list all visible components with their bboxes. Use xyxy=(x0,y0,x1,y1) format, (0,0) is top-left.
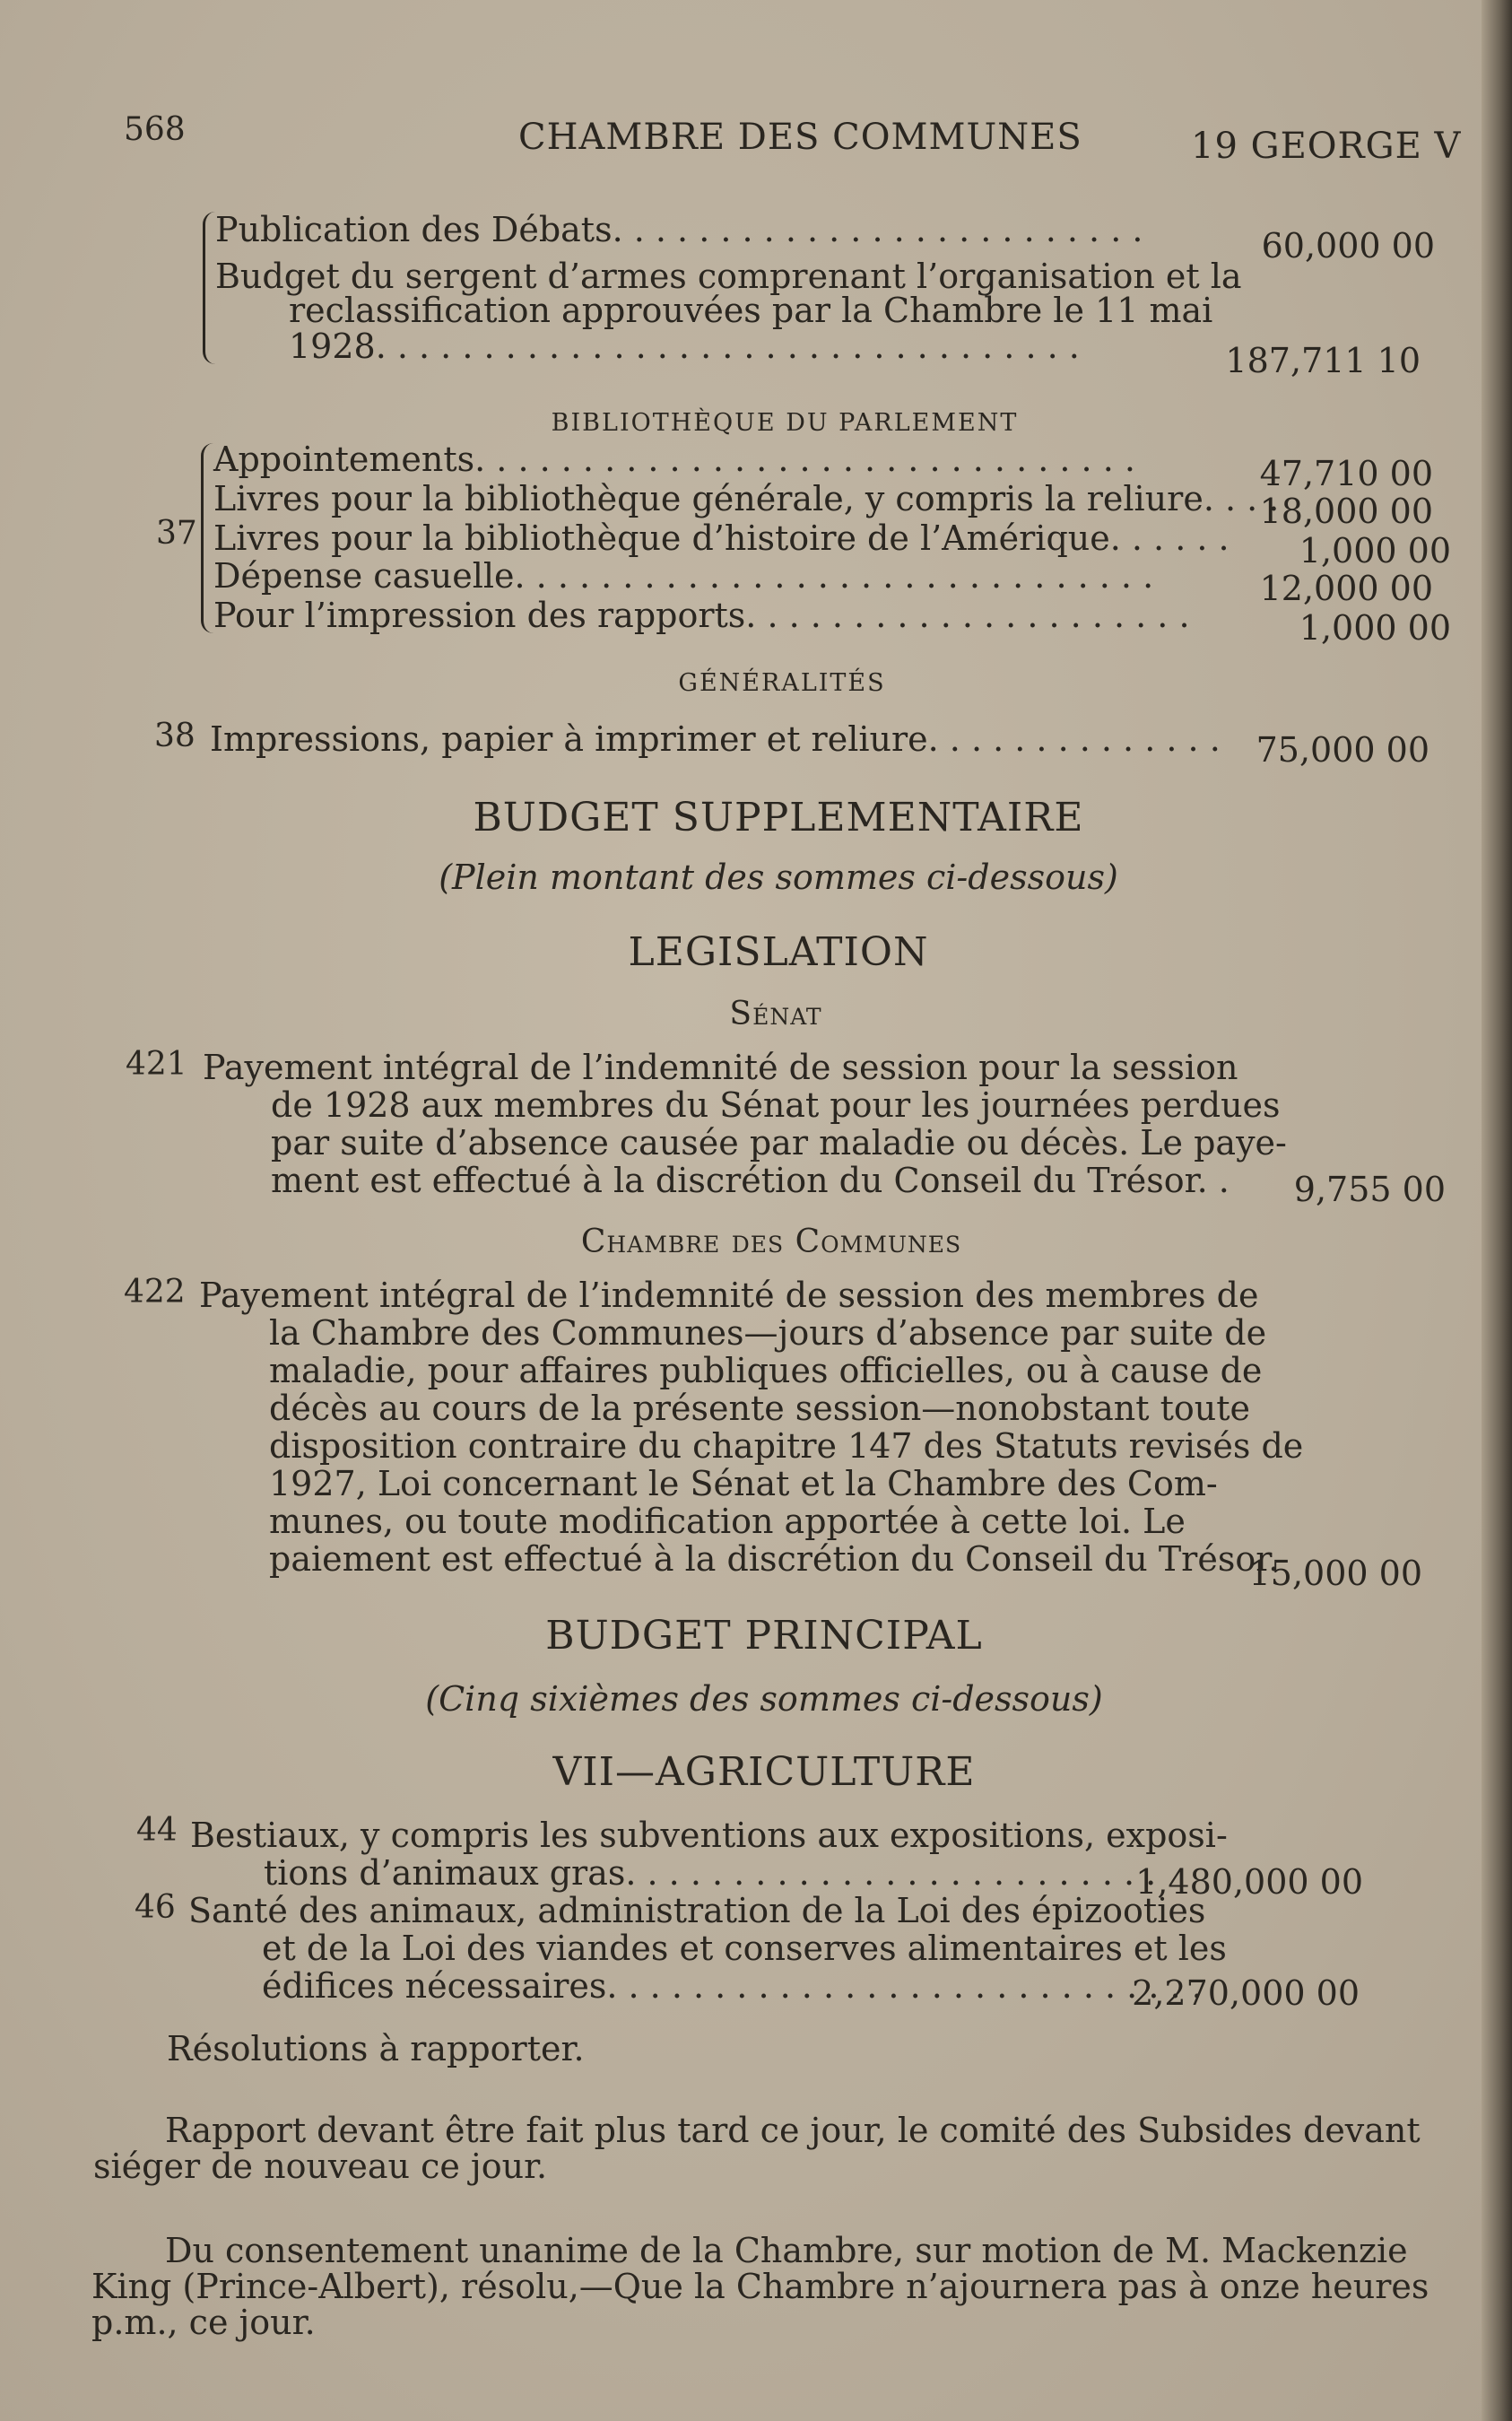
item-421-line-3: par suite d’absence causée par maladie ou décès. Le paye- xyxy=(271,1123,1287,1163)
item-422-line-1: Payement intégral de l’indemnité de session des membres de xyxy=(199,1276,1259,1315)
paragraph-rapport-line-1: Rapport devant être fait plus tard ce jour, le comité des Subsides devant xyxy=(165,2111,1421,2150)
item-422-line-4: décès au cours de la présente session—nonobstant toute xyxy=(269,1389,1250,1428)
page-number: 568 xyxy=(124,111,186,148)
item-sergent-line-3: 1928. . . . . . . . . . . . . . . . . . . . . . . . . . . . . . . . . xyxy=(289,327,1080,366)
item-422-line-6: 1927, Loi concernant le Sénat et la Chambre des Com- xyxy=(269,1464,1218,1503)
amount-sergent: 187,711 10 xyxy=(1225,341,1421,380)
item-422-line-3: maladie, pour affaires publiques officielles, ou à cause de xyxy=(269,1351,1263,1390)
main-budget-subtitle: (Cinq sixièmes des sommes ci-dessous) xyxy=(425,1679,1103,1719)
item-422-amount: 15,000 00 xyxy=(1248,1554,1422,1593)
library-amount-impression-rapports: 1,000 00 xyxy=(1299,608,1451,648)
resolutions-line: Résolutions à rapporter. xyxy=(167,2029,585,2068)
library-item-livres-generale: Livres pour la bibliothèque générale, y compris la reliure. . . . xyxy=(213,479,1280,518)
main-budget-title: BUDGET PRINCIPAL xyxy=(545,1613,983,1659)
general-item-impressions: Impressions, papier à imprimer et reliure. . . . . . . . . . . . . . xyxy=(210,719,1221,759)
item-46-number: 46 xyxy=(135,1889,176,1926)
library-vote-number: 37 xyxy=(156,515,197,552)
item-422-line-5: disposition contraire du chapitre 147 des Statuts revisés de xyxy=(269,1426,1304,1466)
paragraph-consentement-line-2: King (Prince-Albert), résolu,—Que la Chambre n’ajournera pas à onze heures xyxy=(91,2267,1429,2306)
general-heading: GÉNÉRALITÉS xyxy=(678,669,886,697)
legislation-heading: LEGISLATION xyxy=(628,929,929,975)
item-46-line-3: édifices nécessaires. . . . . . . . . . . . . . . . . . . . . . . . . . . . xyxy=(262,1966,1203,2006)
item-422-line-7: munes, ou toute modification apportée à cette loi. Le xyxy=(269,1502,1186,1541)
item-44-line-1: Bestiaux, y compris les subventions aux expositions, exposi- xyxy=(190,1816,1228,1855)
running-title: CHAMBRE DES COMMUNES xyxy=(518,117,1082,158)
item-422-line-8: paiement est effectué à la discrétion du Conseil du Trésor. xyxy=(269,1539,1280,1579)
item-421-line-2: de 1928 aux membres du Sénat pour les journées perdues xyxy=(271,1085,1281,1125)
item-421-number: 421 xyxy=(126,1046,187,1083)
amount-publication-debats: 60,000 00 xyxy=(1261,226,1435,266)
item-421-amount: 9,755 00 xyxy=(1293,1170,1446,1209)
item-publication-debats: Publication des Débats. . . . . . . . . . . . . . . . . . . . . . . . . xyxy=(215,210,1143,249)
library-heading: BIBLIOTHÈQUE DU PARLEMENT xyxy=(551,409,1019,437)
item-422-number: 422 xyxy=(124,1274,186,1311)
supplementary-title: BUDGET SUPPLEMENTAIRE xyxy=(473,795,1084,840)
library-amount-livres-generale: 18,000 00 xyxy=(1259,492,1433,531)
supplementary-subtitle: (Plein montant des sommes ci-dessous) xyxy=(439,858,1118,897)
item-44-number: 44 xyxy=(136,1812,178,1849)
paragraph-consentement-line-1: Du consentement unanime de la Chambre, sur motion de M. Mackenzie xyxy=(165,2231,1408,2270)
commons-heading: Chambre des Communes xyxy=(580,1224,962,1260)
library-item-impression-rapports: Pour l’impression des rapports. . . . . . . . . . . . . . . . . . . . . xyxy=(213,596,1190,635)
general-amount-impressions: 75,000 00 xyxy=(1256,730,1429,770)
page-edge-shadow xyxy=(1482,0,1512,2421)
paragraph-consentement-line-3: p.m., ce jour. xyxy=(91,2303,316,2342)
item-46-line-1: Santé des animaux, administration de la Loi des épizooties xyxy=(188,1891,1206,1930)
library-item-depense-casuelle: Dépense casuelle. . . . . . . . . . . . . . . . . . . . . . . . . . . . . . xyxy=(213,556,1154,596)
agriculture-heading: VII—AGRICULTURE xyxy=(552,1749,976,1795)
item-sergent-line-1: Budget du sergent d’armes comprenant l’organisation et la xyxy=(215,257,1242,296)
item-421-line-1: Payement intégral de l’indemnité de session pour la session xyxy=(203,1048,1238,1087)
item-421-line-4: ment est effectué à la discrétion du Conseil du Trésor. . xyxy=(271,1161,1230,1200)
library-item-livres-histoire: Livres pour la bibliothèque d’histoire de l’Amérique. . . . . . xyxy=(213,518,1230,558)
paragraph-rapport-line-2: siéger de nouveau ce jour. xyxy=(93,2147,548,2186)
library-amount-livres-histoire: 1,000 00 xyxy=(1299,531,1451,570)
library-amount-appointements: 47,710 00 xyxy=(1259,454,1433,493)
general-vote-number: 38 xyxy=(154,718,196,754)
library-item-appointements: Appointements. . . . . . . . . . . . . . . . . . . . . . . . . . . . . . . xyxy=(213,440,1135,479)
item-44-amount: 1,480,000 00 xyxy=(1135,1862,1363,1902)
reign-label: 19 GEORGE V xyxy=(1191,126,1462,167)
senate-heading: Sénat xyxy=(729,996,822,1032)
item-46-line-2: et de la Loi des viandes et conserves alimentaires et les xyxy=(262,1929,1227,1968)
item-44-line-2: tions d’animaux gras. . . . . . . . . . . . . . . . . . . . . . . . . xyxy=(264,1853,1157,1893)
item-sergent-line-2: reclassification approuvées par la Chambre le 11 mai xyxy=(289,291,1213,330)
library-amount-depense-casuelle: 12,000 00 xyxy=(1259,569,1433,608)
item-46-amount: 2,270,000 00 xyxy=(1132,1973,1360,2013)
item-422-line-2: la Chambre des Communes—jours d’absence par suite de xyxy=(269,1313,1267,1353)
